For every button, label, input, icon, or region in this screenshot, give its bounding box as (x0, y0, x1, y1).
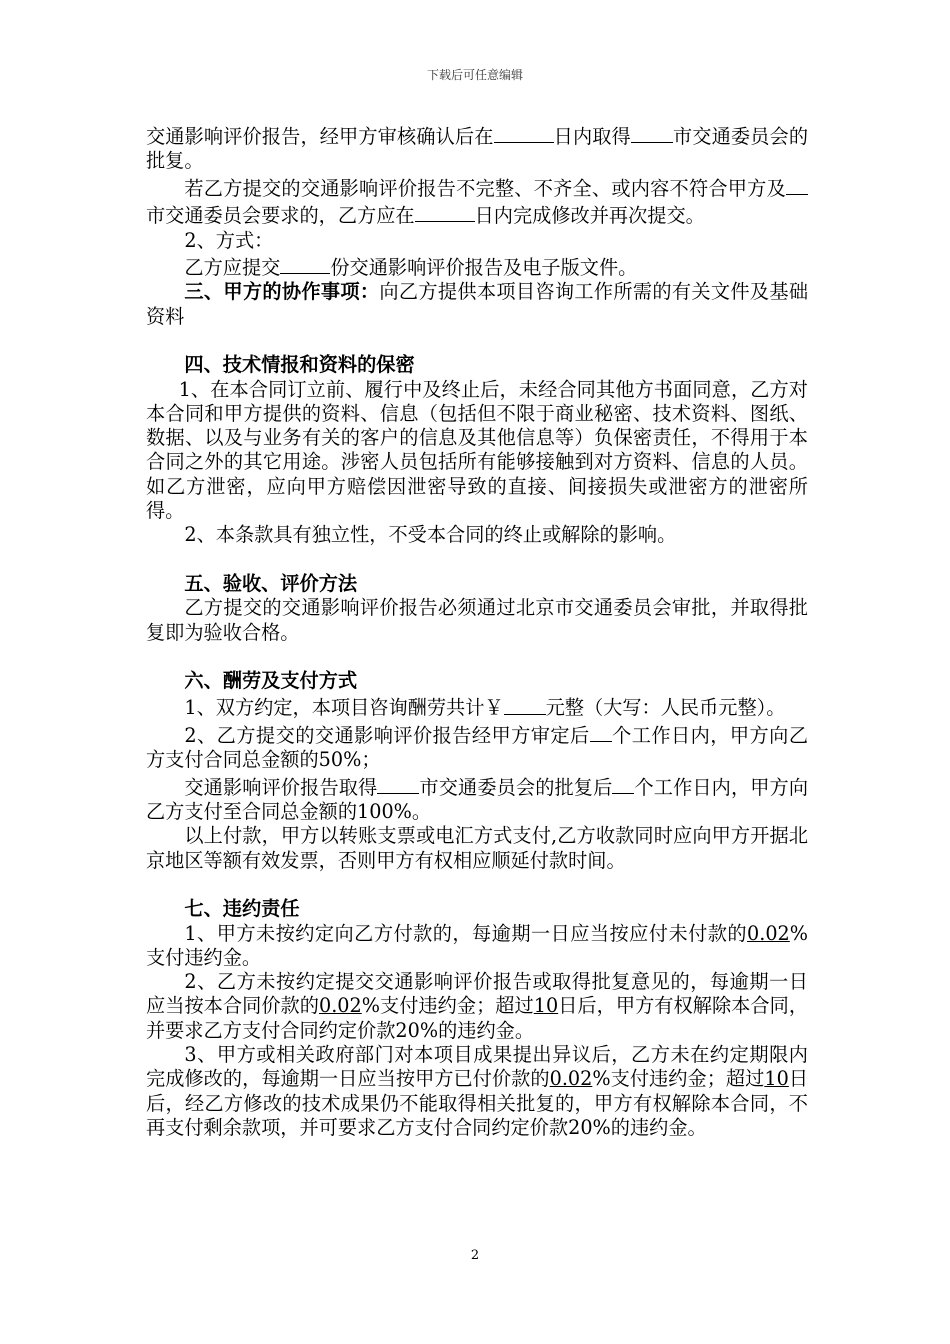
paragraph: 2、方式： (184, 228, 274, 252)
underlined-value: 10 (764, 1067, 789, 1091)
text: 交通影响评价报告，经甲方审核确认后在 (146, 125, 494, 149)
blank-line (590, 721, 612, 742)
text: 市交通委员会的批复。 (146, 125, 809, 173)
text: 日内取得 (553, 125, 631, 149)
text: 市交通委员会的批复后 (419, 775, 613, 799)
paragraph: 2、本条款具有独立性，不受本合同的终止或解除的影响。 (184, 523, 677, 547)
section-title: 七、违约责任 (184, 897, 300, 921)
text: 向乙方提供本项目咨询工作所需的有关文件及基础资料 (146, 280, 809, 328)
page-number: 2 (470, 1248, 480, 1263)
blank-line (494, 122, 554, 143)
section-title: 三、甲方的协作事项： (184, 280, 380, 304)
text: 1、双方约定，本项目咨询酬劳共计￥ (184, 696, 504, 720)
section-title: 五、验收、评价方法 (184, 571, 358, 595)
section-title: 四、技术情报和资料的保密 (184, 353, 415, 377)
section-title: 六、酬劳及支付方式 (184, 669, 358, 693)
paragraph (146, 693, 808, 720)
spacer (146, 645, 808, 669)
text: 1、甲方未按约定向乙方付款的，每逾期一日应当按应付未付款的 (184, 921, 748, 945)
text: 日后，经乙方修改的技术成果仍不能取得相关批复的，甲方有权解除本合同，不再支付剩余款项，并可要求乙方支付合同约定价款20%的违约金。 (146, 1067, 809, 1139)
paragraph (146, 122, 808, 174)
spacer (146, 329, 808, 353)
paragraph (146, 253, 808, 280)
blank-line (631, 122, 673, 143)
paragraph (146, 773, 808, 825)
underlined-value: 0.02 (747, 921, 790, 945)
paragraph (146, 970, 808, 1043)
text: 日后，甲方有权解除本合同，并要求乙方支付合同约定价款20%的违约金。 (146, 994, 809, 1042)
text: %支付违约金；超过 (361, 994, 534, 1018)
blank-line (786, 174, 808, 195)
paragraph (146, 721, 808, 773)
text: 市交通委员会要求的，乙方应在 (146, 204, 415, 228)
paragraph: 乙方提交的交通影响评价报告必须通过北京市交通委员会审批，并取得批复即为验收合格。 (146, 596, 808, 644)
underlined-value: 0.02 (549, 1067, 593, 1091)
paragraph (146, 1043, 808, 1140)
text: %支付违约金。 (146, 921, 808, 969)
blank-line (612, 773, 634, 794)
text: 若乙方提交的交通影响评价报告不完整、不齐全、或内容不符合甲方及 (184, 176, 786, 200)
text: 元整）。 (718, 696, 786, 720)
spacer (146, 548, 808, 572)
text: 份交通影响评价报告及电子版文件。 (330, 256, 638, 280)
paragraph (146, 174, 808, 229)
blank-line (504, 693, 546, 714)
text: 个工作日内，甲方向乙方支付合同总金额的50%； (146, 724, 809, 772)
text: 元整（大写：人民币 (545, 696, 719, 720)
spacer (146, 873, 808, 897)
paragraph (146, 922, 808, 971)
text: %支付违约金；超过 (592, 1067, 765, 1091)
text: 日内完成修改并再次提交。 (474, 204, 705, 228)
text: 个工作日内，甲方向乙方支付至合同总金额的100%。 (146, 775, 809, 824)
underlined-value: 10 (533, 994, 559, 1018)
text: 3、甲方或相关政府部门对本项目成果提出异议后，乙方未在约定期限内完成修改的，每逾期一日应当按甲方已付价款的 (146, 1043, 808, 1091)
paragraph: 以上付款，甲方以转账支票或电汇方式支付,乙方收款同时应向甲方开据北京地区等额有效发票，否则甲方有权相应顺延付款时间。 (146, 824, 808, 872)
blank-line (377, 773, 419, 794)
paragraph: 1、在本合同订立前、履行中及终止后，未经合同其他方书面同意，乙方对本合同和甲方提供的资料、信息（包括但不限于商业秘密、技术资料、图纸、数据、以及与业务有关的客户的信息及其他信息等）负保密责任，不得用于本合同之外的其它用途。涉密人员包括所有能够接触到对方资料、信息的人员。如乙方泄密，应向甲方赔偿因泄密导致的直接、间接损失或泄密方的泄密所得。 (146, 377, 808, 523)
page-header: 下载后可任意编辑 (426, 68, 523, 82)
text: 乙方应提交 (184, 256, 281, 280)
text: 2、乙方未按约定提交交通影响评价报告或取得批复意见的，每逾期一日应当按本合同价款的 (146, 970, 808, 1018)
blank-line (415, 201, 475, 222)
underlined-value: 0.02 (318, 994, 362, 1018)
document-body (146, 122, 808, 1140)
blank-line (280, 253, 330, 274)
text: 2、乙方提交的交通影响评价报告经甲方审定后 (184, 724, 590, 748)
text: 交通影响评价报告取得 (184, 775, 378, 799)
paragraph (146, 280, 808, 329)
